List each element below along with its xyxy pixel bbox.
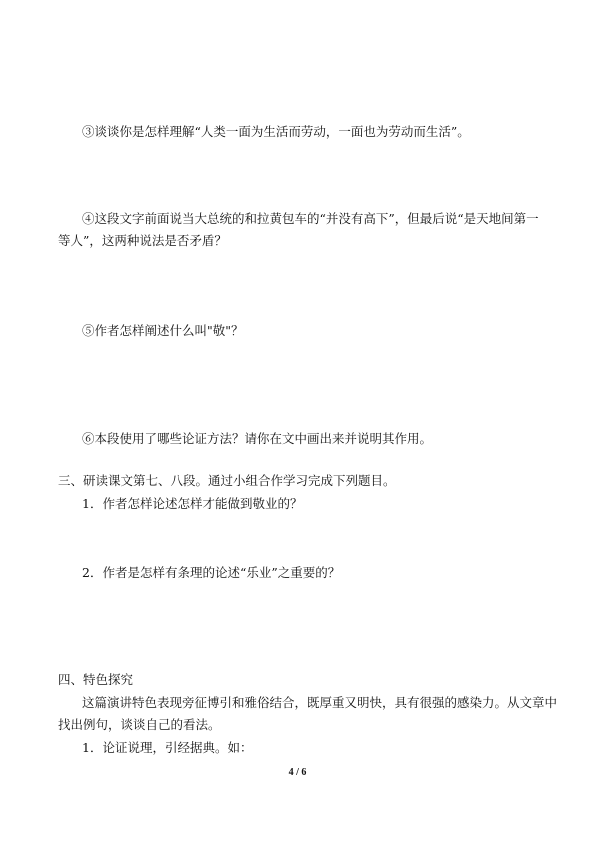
section-3-heading: 三、研读课文第七、八段。通过小组合作学习完成下列题目。 xyxy=(58,473,396,488)
section-3-item-1: 1．作者怎样论述怎样才能做到敬业的？ xyxy=(82,496,303,511)
section-4-item-1: 1．论证说理，引经据典。如： xyxy=(82,740,253,755)
question-3: ③谈谈你是怎样理解“人类一面为生活而劳动，一面也为劳动而生活”。 xyxy=(82,124,470,139)
question-4-line-2: 等人”，这两种说法是否矛盾？ xyxy=(58,233,227,248)
section-3-item-2: 2．作者是怎样有条理的论述“乐业”之重要的？ xyxy=(82,565,341,580)
question-5: ⑤作者怎样阐述什么叫"敬"？ xyxy=(82,323,244,338)
question-6: ⑥本段使用了哪些论证方法？请你在文中画出来并说明其作用。 xyxy=(82,431,433,446)
page-number: 4 / 6 xyxy=(288,767,307,778)
question-4-line-1: ④这段文字前面说当大总统的和拉黄包车的“并没有高下”，但最后说“是天地间第一 xyxy=(82,211,539,226)
section-4-heading: 四、特色探究 xyxy=(58,672,134,687)
section-4-paragraph-line-2: 找出例句，谈谈自己的看法。 xyxy=(58,717,221,732)
section-4-paragraph-line-1: 这篇演讲特色表现旁征博引和雅俗结合，既厚重又明快，具有很强的感染力。从文章中 xyxy=(82,695,558,710)
